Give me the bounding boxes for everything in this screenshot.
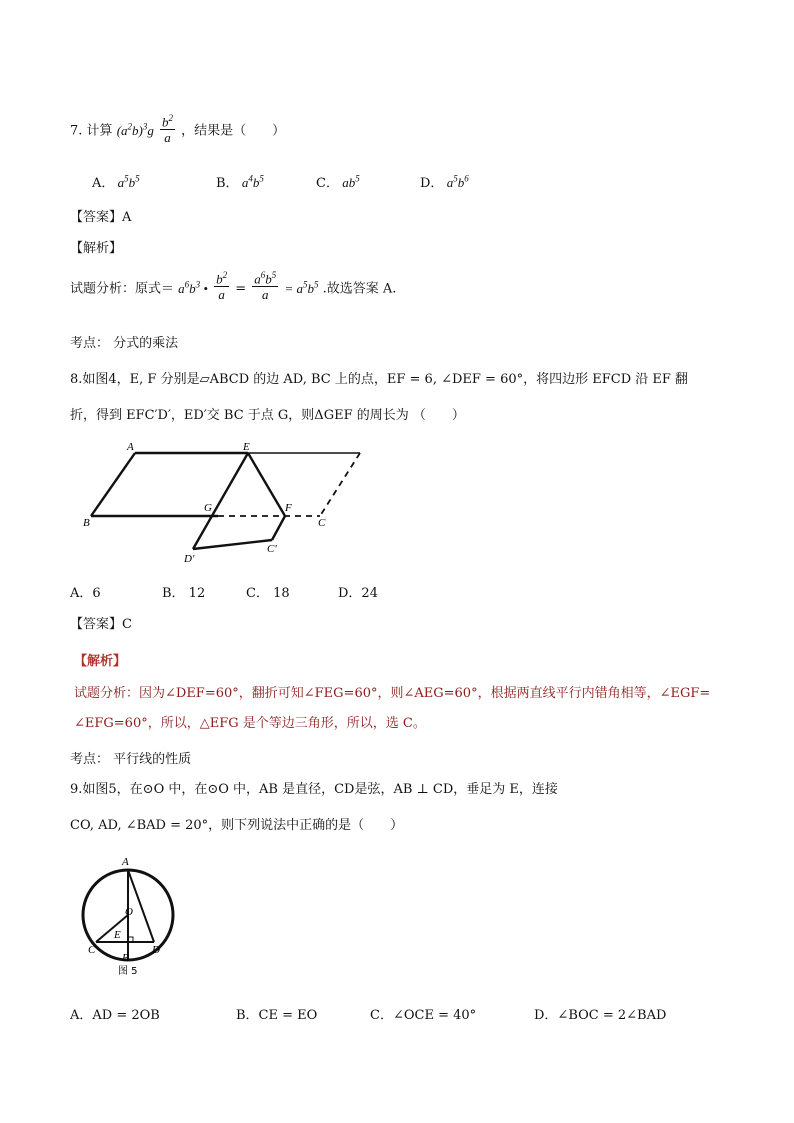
q8-edge-dc-dashed <box>320 453 360 516</box>
q7-option-c-label: C． <box>316 176 339 191</box>
q8-knowledge: 考点： 平行线的性质 <box>70 752 192 767</box>
q7-stem <box>70 113 286 146</box>
q7-analysis-prefix: 试题分析：原式＝ <box>70 281 175 297</box>
q9-option-a: A．AD = 2OB <box>70 1008 160 1023</box>
q8-option-a: A．6 <box>70 586 101 601</box>
q7-option-d-label: D． <box>420 176 444 191</box>
q7-analysis: 试题分析：原式＝ $a^6b^3$ • $\frac{b^2}{a}$ = $\frac{a^6b^5}{a}$ = $a^5b^5$ .故选答案 A. <box>70 270 397 303</box>
q7-fraction: $\frac{b^2}{a}$ <box>162 113 174 146</box>
q8-analysis-title: 【解析】 <box>74 654 127 669</box>
q8-stem-line2: 折，得到 EFC′D′，ED′交 BC 于点 G，则ΔGEF 的周长为 （ ） <box>70 408 465 423</box>
q9-figure <box>78 850 188 980</box>
q8-edge-ab <box>91 453 135 516</box>
q9-label-c: C <box>88 944 96 956</box>
q9-option-c: C．∠OCE = 40° <box>370 1008 477 1023</box>
q8-label-a: A <box>127 441 134 453</box>
q7-option-b: B． $a^4b^5$ <box>216 173 264 191</box>
q9-segment-co <box>96 915 128 942</box>
q8-analysis-line2: ∠EFG=60°，所以，△EFG 是个等边三角形，所以，选 C。 <box>74 716 426 731</box>
q9-label-e: E <box>114 929 121 941</box>
q8-label-d-prime: D′ <box>184 553 195 565</box>
q8-label-c: C <box>318 517 326 529</box>
q8-label-f: F <box>285 502 292 514</box>
q9-label-a: A <box>122 856 129 868</box>
q8-label-c-prime: C′ <box>267 543 277 555</box>
q8-label-e: E <box>243 441 250 453</box>
q8-option-b: B． 12 <box>162 586 206 601</box>
q7-expression: $(a^2b)^3g$ <box>116 121 154 138</box>
q8-edge-ef <box>248 453 285 516</box>
q9-label-o: O <box>125 906 133 918</box>
q8-edge-c-prime-f <box>272 516 285 540</box>
q7-option-b-label: B． <box>216 176 239 191</box>
q9-label-d: D <box>152 944 160 956</box>
q8-edge-ed-prime <box>193 453 248 549</box>
q7-option-d: D． $a^5b^6$ <box>420 173 469 191</box>
q7-option-a-label: A． <box>92 176 115 191</box>
q9-figure-caption: 图 5 <box>118 966 138 977</box>
q9-stem-line2: CO, AD, ∠BAD = 20°，则下列说法中正确的是（ ） <box>70 818 404 833</box>
q7-analysis-suffix: .故选答案 A. <box>322 281 397 297</box>
q8-option-c: C． 18 <box>246 586 290 601</box>
q9-stem-line1: 9.如图5，在⊙O 中，在⊙O 中，AB 是直径，CD是弦，AB ⊥ CD，垂足为 E，连接 <box>70 782 558 797</box>
q7-stem-prefix: 7. 计算 <box>70 123 113 139</box>
q8-stem-line1: 8.如图4，E, F 分别是▱ABCD 的边 AD, BC 上的点，EF = 6, ∠DEF = 60°，将四边形 EFCD 沿 EF 翻 <box>70 372 689 387</box>
q8-label-g: G <box>204 502 212 514</box>
q8-option-d: D．24 <box>338 586 378 601</box>
q7-stem-suffix: ，结果是（ ） <box>181 123 286 139</box>
q7-answer: 【答案】A <box>70 210 132 225</box>
q7-option-c: C． $ab^5$ <box>316 173 360 191</box>
q8-figure <box>80 438 380 568</box>
q8-edge-d-prime-c-prime <box>193 540 272 549</box>
q7-analysis-title: 【解析】 <box>70 241 123 256</box>
q8-label-b: B <box>83 517 90 529</box>
q8-analysis-line1: 试题分析：因为∠DEF=60°，翻折可知∠FEG=60°，则∠AEG=60°，根据两直线平行内错角相等，∠EGF= <box>74 686 711 701</box>
q7-knowledge: 考点： 分式的乘法 <box>70 336 179 351</box>
q9-label-b: B <box>122 952 129 964</box>
q8-answer: 【答案】C <box>70 617 132 632</box>
q7-option-a: A． $a^5b^5$ <box>92 173 140 191</box>
q9-option-d: D．∠BOC = 2∠BAD <box>534 1008 667 1023</box>
q9-option-b: B．CE = EO <box>236 1008 318 1023</box>
